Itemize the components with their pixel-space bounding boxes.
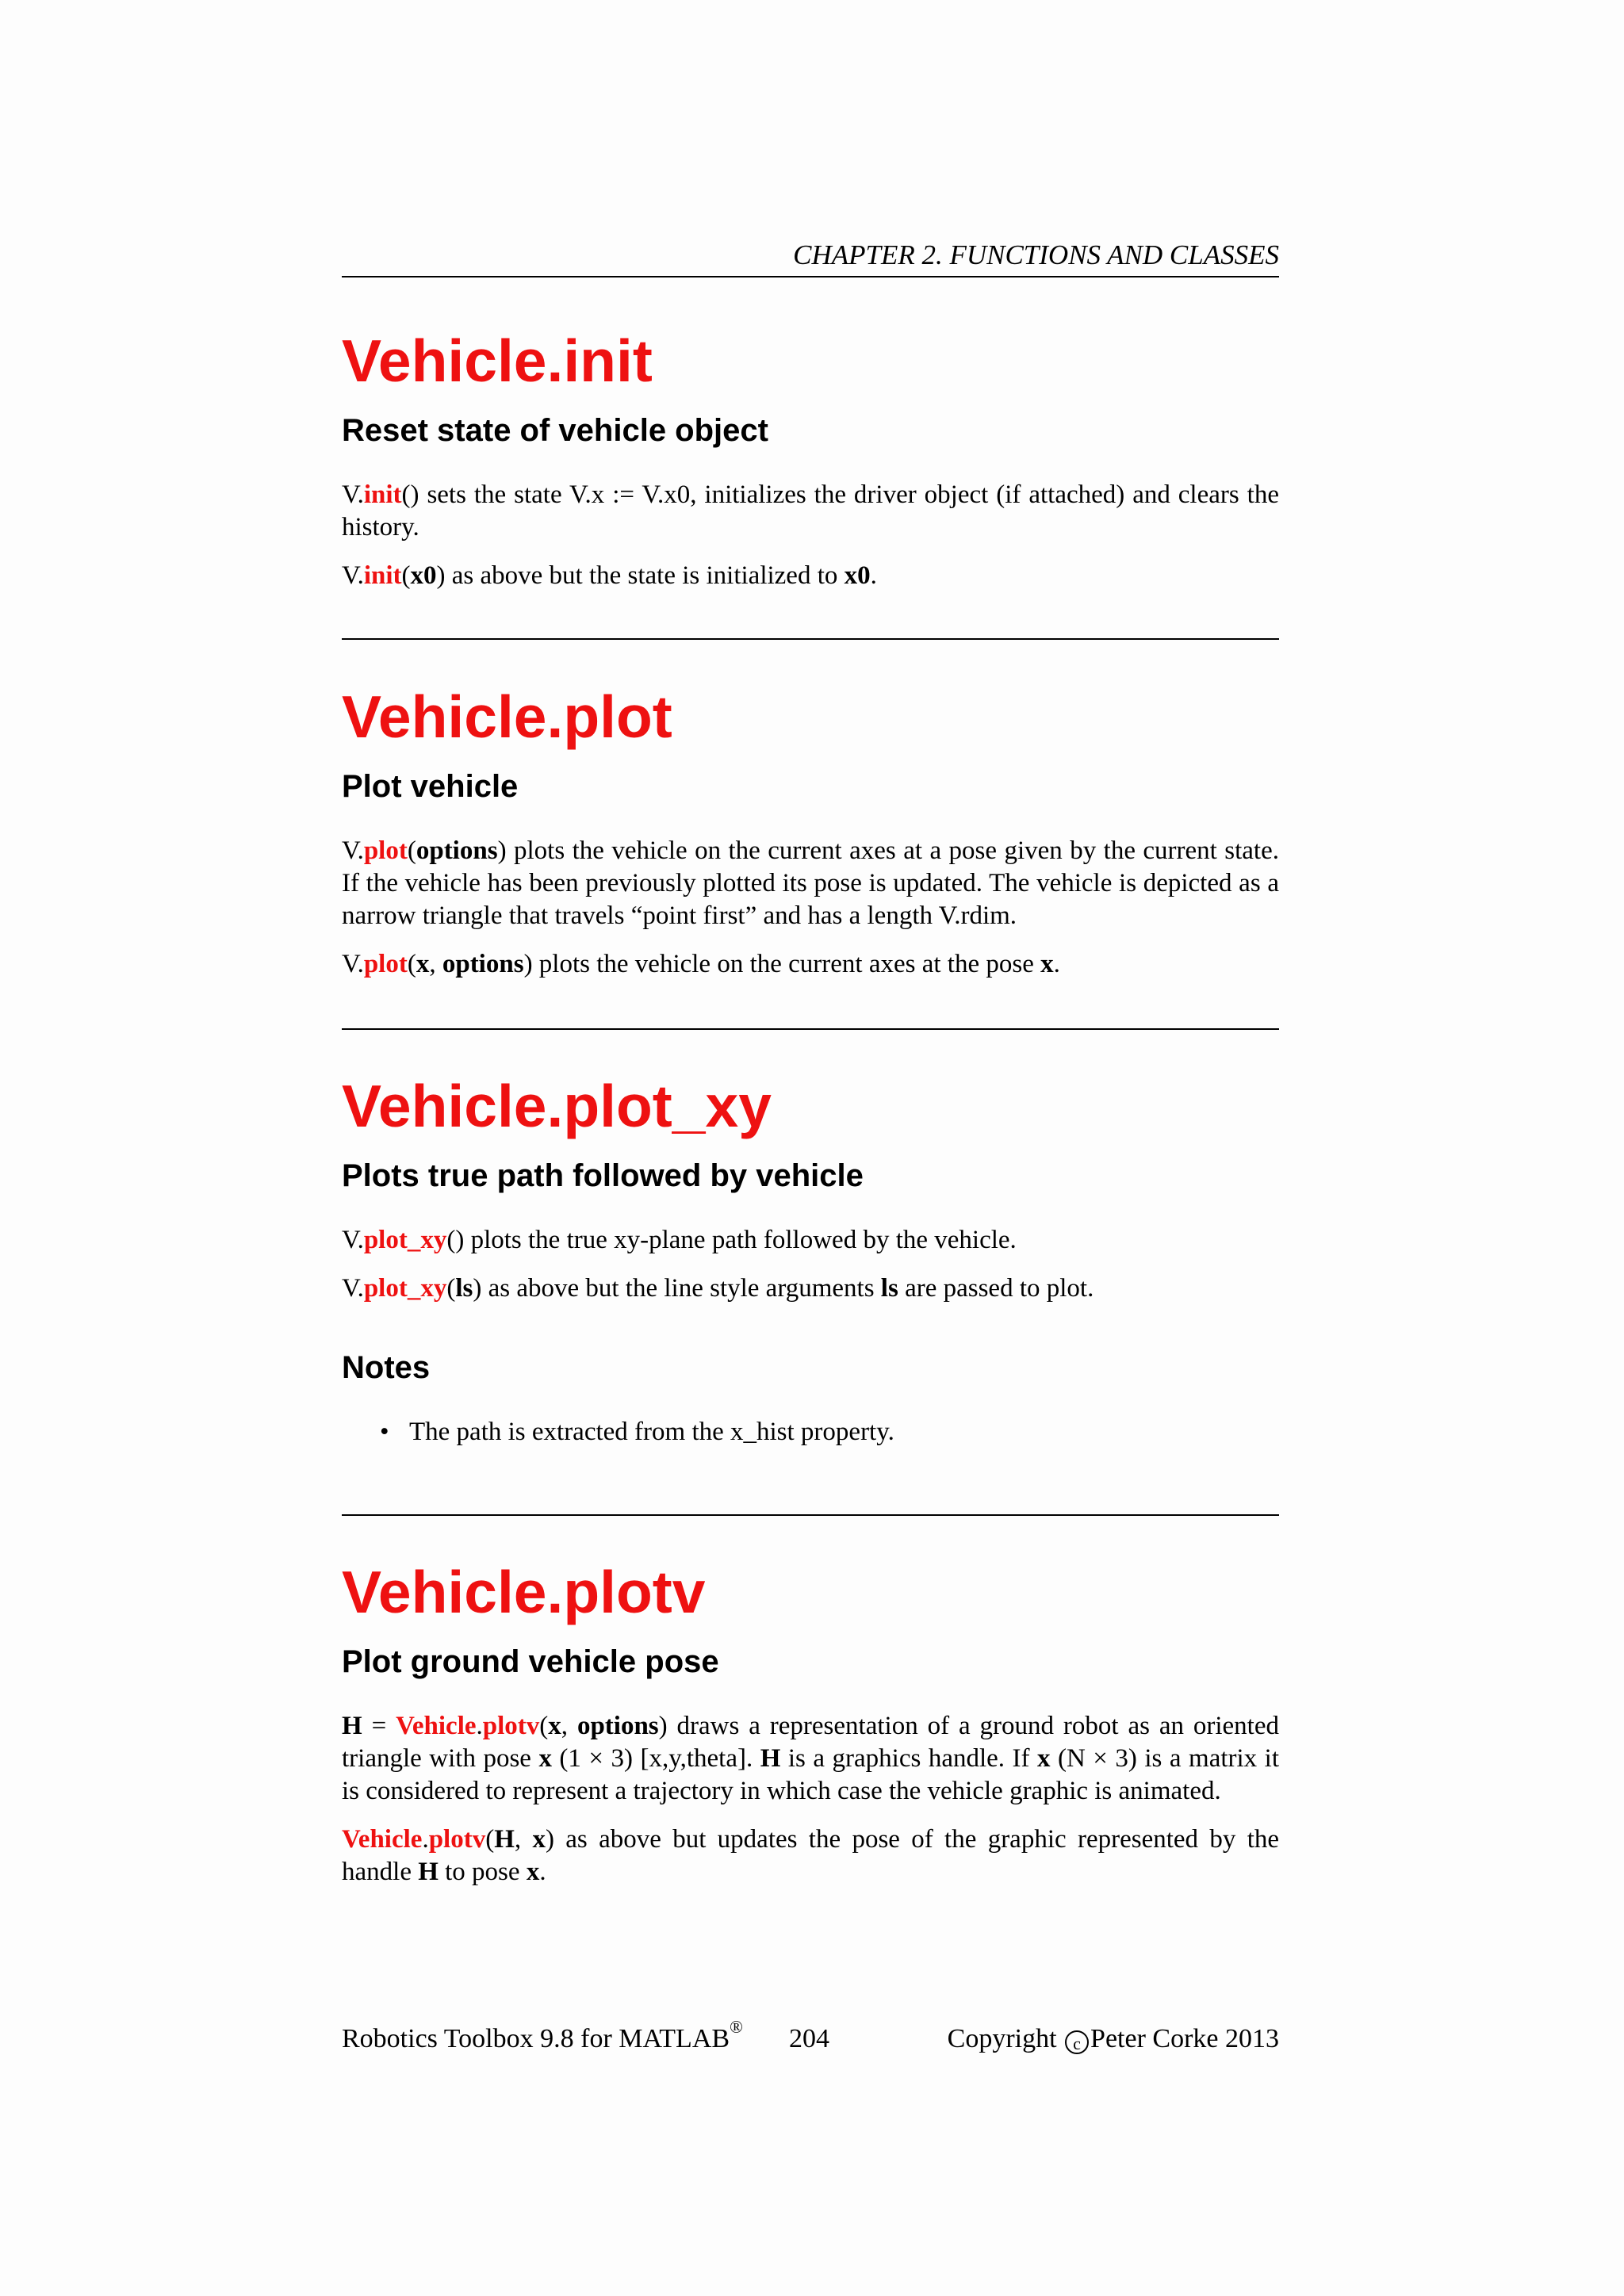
section-title: Vehicle.init [342,327,653,394]
paragraph [342,1272,1279,1305]
text-run: ( [446,1274,456,1303]
function-name: init [363,480,402,509]
text-run: . [1053,950,1060,978]
function-name: plot_xy [363,1274,447,1303]
argument: ls [880,1274,898,1303]
page-number: 204 [789,2024,829,2053]
argument: x [526,1858,540,1886]
copyright-prefix: Copyright [947,2024,1064,2053]
argument: options [576,1712,659,1740]
section-subtitle: Plot ground vehicle pose [342,1644,719,1679]
section-body [342,479,1279,592]
text-run: ) as above but updates the pose of the graphic represented by the handle [342,1825,1280,1886]
paragraph [342,1224,1279,1257]
function-name: plot [363,950,408,978]
text-run: ( [539,1712,549,1740]
section-body [342,1224,1279,1305]
text-run: ) draws a representation of a ground robot as an oriented triangle with pose [342,1712,1279,1773]
argument: H [494,1825,515,1854]
note-text: The path is extracted from the x_hist property. [409,1418,894,1446]
running-head: CHAPTER 2. FUNCTIONS AND CLASSES [342,238,1279,277]
section-vehicle-init [342,325,1279,592]
section-title: Vehicle.plotv [342,1559,706,1625]
argument: options [416,836,498,865]
section-body [342,1710,1279,1888]
footer-title [342,2017,743,2058]
section-subtitle: Reset state of vehicle object [342,413,768,448]
text-run: ) plots the vehicle on the current axes at the pose [523,950,1041,978]
argument: x [1040,950,1054,978]
text-run: V. [342,950,364,978]
text-run: V. [342,480,364,509]
argument: x [532,1825,546,1854]
paragraph [342,1823,1279,1888]
argument: H [418,1858,439,1886]
argument: H [342,1712,362,1740]
footer-copyright [948,2020,1279,2058]
text-run: ( [401,561,411,590]
argument: H [760,1744,781,1773]
text-run: V. [342,1274,364,1303]
argument: ls [455,1274,473,1303]
argument: x [538,1744,552,1773]
text-run: ) as above but the line style arguments [473,1274,881,1303]
text-run: . [539,1858,546,1886]
section-subtitle: Plots true path followed by vehicle [342,1158,864,1193]
argument: x0 [844,561,871,590]
text-run: ) plots the vehicle on the current axes at a pose given by the current state. If the vehicle has been previously plotted its pose is updated. The vehicle is depicted as a narrow triangle that travels “point first” and has a length V.rdim. [342,836,1279,930]
argument: x [548,1712,561,1740]
paragraph [342,560,1279,592]
text-run: () plots the true xy-plane path followed by the vehicle. [446,1226,1017,1254]
text-run: are passed to plot. [898,1274,1094,1303]
text-run: . [422,1825,429,1854]
copyright-icon: c [1065,2030,1089,2054]
text-run: () sets the state V.x := V.x0, initializes the driver object (if attached) and clears the history. [342,480,1279,541]
text-run: V. [342,561,364,590]
text-run: to pose [438,1858,527,1886]
text-run: V. [342,1226,364,1254]
paragraph [342,1710,1279,1808]
notes-list [342,1416,1279,1448]
section-title: Vehicle.plot [342,683,672,750]
section-divider [342,1514,1279,1516]
page-footer [342,2017,1279,2058]
text-run: , [429,950,442,978]
notes-heading: Notes [342,1350,431,1385]
function-name: plotv [428,1825,486,1854]
text-run: . [870,561,877,590]
text-run: ( [407,950,416,978]
footer-title-text: Robotics Toolbox 9.8 for MATLAB [342,2024,730,2053]
paragraph [342,948,1279,981]
paragraph [342,479,1279,544]
text-run: , [561,1712,577,1740]
argument: x [1037,1744,1051,1773]
bullet-icon: • [380,1418,389,1446]
section-vehicle-plot-xy [342,1070,1279,1448]
function-name: plot [363,836,408,865]
section-divider [342,638,1279,640]
text-run: . [476,1712,483,1740]
argument: x0 [410,561,437,590]
function-name: init [363,561,402,590]
text-run: ) as above but the state is initialized to [436,561,845,590]
text-run: = [362,1712,396,1740]
argument: x [416,950,430,978]
list-item [342,1416,1279,1448]
function-name: plot_xy [363,1226,447,1254]
text-run: (1 × 3) [x,y,theta]. [551,1744,760,1773]
section-vehicle-plotv [342,1556,1279,1888]
text-run: V. [342,836,364,865]
text-run: ( [407,836,416,865]
argument: options [442,950,524,978]
section-vehicle-plot [342,681,1279,981]
copyright-holder: Peter Corke 2013 [1090,2024,1279,2053]
text-run: ( [485,1825,495,1854]
section-divider [342,1028,1279,1030]
text-run: (N × 3) is a matrix it is considered to represent a trajectory in which case the vehicle graphic is animated. [342,1744,1280,1805]
function-name: plotv [482,1712,540,1740]
section-body [342,835,1279,981]
class-name: Vehicle [396,1712,477,1740]
section-subtitle: Plot vehicle [342,769,519,804]
text-run: , [514,1825,533,1854]
registered-mark: ® [730,2017,743,2037]
section-title: Vehicle.plot_xy [342,1073,772,1139]
text-run: is a graphics handle. If [780,1744,1037,1773]
class-name: Vehicle [342,1825,423,1854]
paragraph [342,835,1279,932]
